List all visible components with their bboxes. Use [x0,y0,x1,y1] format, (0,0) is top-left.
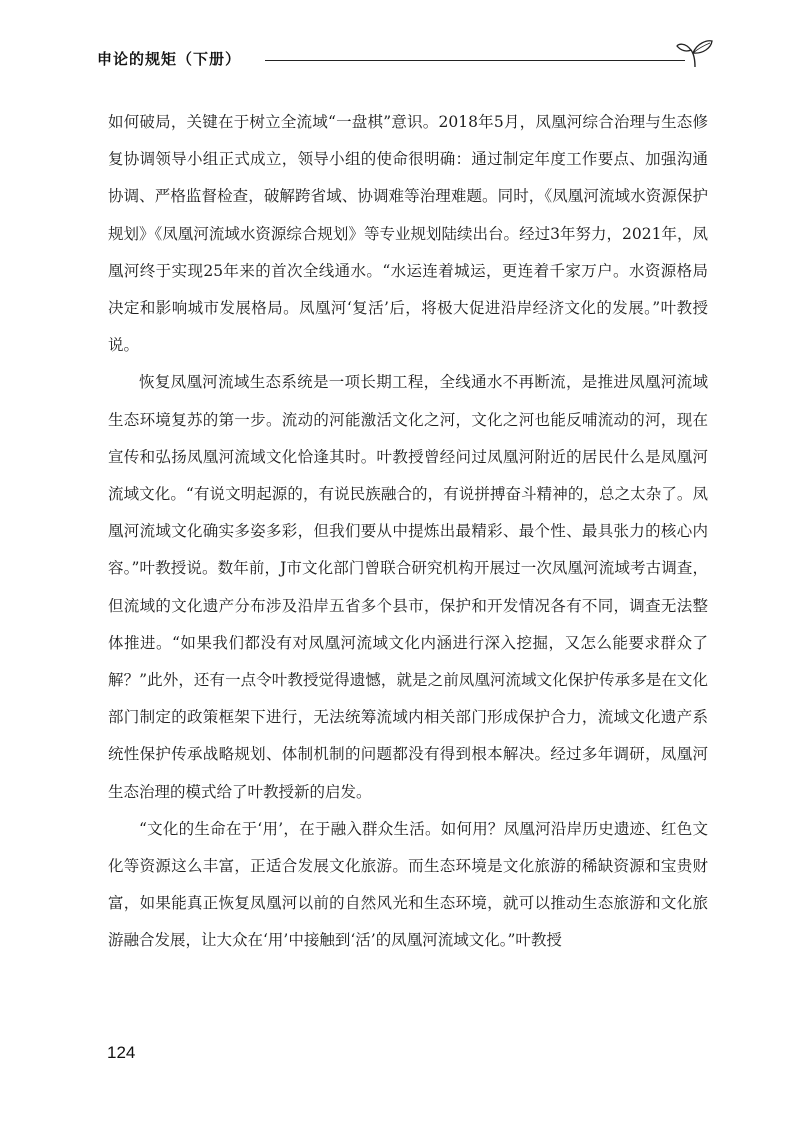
body-text [108,104,708,960]
page-number: 124 [107,1043,136,1062]
paragraph: 如何破局，关键在于树立全流域“一盘棋”意识。2018年5月，凤凰河综合治理与生态修复协调领导小组正式成立，领导小组的使命很明确：通过制定年度工作要点、加强沟通协调、严格监督检查，破解跨省域、协调难等治理难题。同时，《凤凰河流域水资源保护规划》《凤凰河流域水资源综合规划》等专业规划陆续出台。经过3年努力，2021年，凤凰河终于实现25年来的首次全线通水。“水运连着城运，更连着千家万户。水资源格局决定和影响城市发展格局。凤凰河‘复活’后，将极大促进沿岸经济文化的发展。”叶教授说。 [108,113,708,355]
paragraph: 恢复凤凰河流域生态系统是一项长期工程，全线通水不再断流，是推进凤凰河流域生态环境复苏的第一步。流动的河能激活文化之河，文化之河也能反哺流动的河，现在宣传和弘扬凤凰河流域文化恰逢其时。叶教授曾经问过凤凰河附近的居民什么是凤凰河流域文化。“有说文明起源的，有说民族融合的，有说拼搏奋斗精神的，总之太杂了。凤凰河流域文化确实多姿多彩，但我们要从中提炼出最精彩、最个性、最具张力的核心内容。”叶教授说。数年前，J市文化部门曾联合研究机构开展过一次凤凰河流域考古调查，但流域的文化遗产分布涉及沿岸五省多个县市，保护和开发情况各有不同，调查无法整体推进。“如果我们都没有对凤凰河流域文化内涵进行深入挖掘，又怎么能要求群众了解？”此外，还有一点令叶教授觉得遗憾，就是之前凤凰河流域文化保护传承多是在文化部门制定的政策框架下进行，无法统筹流域内相关部门形成保护合力，流域文化遗产系统性保护传承战略规划、体制机制的问题都没有得到根本解决。经过多年调研，凤凰河生态治理的模式给了叶教授新的启发。 [108,373,708,801]
header-rule [265,60,685,61]
sprout-icon [675,38,715,68]
paragraph: “文化的生命在于‘用’，在于融入群众生活。如何用？凤凰河沿岸历史遗迹、红色文化等资源这么丰富，正适合发展文化旅游。而生态环境是文化旅游的稀缺资源和宝贵财富，如果能真正恢复凤凰河以前的自然风光和生态环境，就可以推动生态旅游和文化旅游融合发展，让大众在‘用’中接触到‘活’的凤凰河流域文化。”叶教授 [108,819,708,950]
header-title: 申论的规矩（下册） [97,50,242,68]
running-header [97,38,717,78]
